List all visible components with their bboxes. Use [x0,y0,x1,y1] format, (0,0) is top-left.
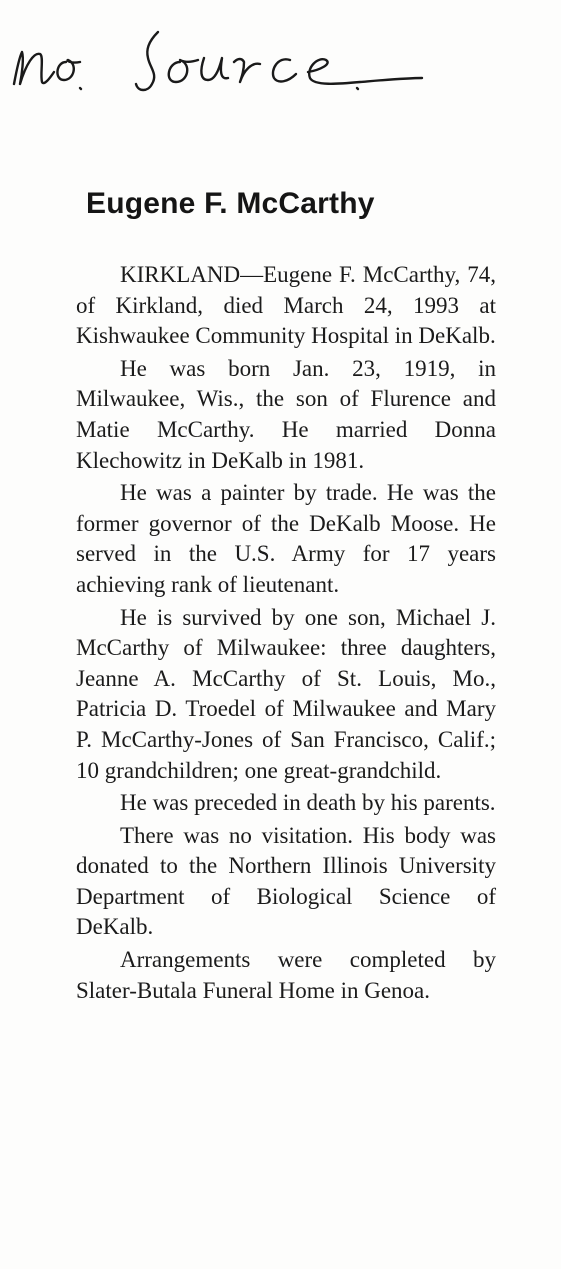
obituary-paragraph: He was a painter by trade. He was the former governor of the DeKalb Moose. He served in the U.S. Army for 17 years achieving rank of lieutenant. [76,480,496,597]
obituary-paragraph: Arrangements were completed by Slater-Butala Funeral Home in Genoa. [76,947,496,1003]
obituary-paragraph: He is survived by one son, Michael J. McCarthy of Milwaukee: three daughters, Jeanne A. McCarthy of St. Louis, Mo., Patricia D. Troedel of Milwaukee and Mary P. McCarthy-Jones of San Francisco, Calif.; 10 grandchildren; one great-grandchild. [76,604,496,783]
obituary-clipping [58,178,498,1006]
obituary-paragraph: KIRKLAND—Eugene F. McCarthy, 74, of Kirkland, died March 24, 1993 at Kishwaukee Community Hospital in DeKalb. [76,262,496,349]
obituary-body [76,260,496,1006]
handwritten-note [8,18,428,98]
handwritten-note-drawing [8,18,428,98]
obituary-paragraph: He was preceded in death by his parents. [120,790,496,816]
obituary-paragraph: There was no visitation. His body was donated to the Northern Illinois University Department of Biological Science of DeKalb. [76,822,496,940]
obituary-headline: Eugene F. McCarthy [86,187,375,220]
obituary-paragraph: He was born Jan. 23, 1919, in Milwaukee, Wis., the son of Flurence and Matie McCarthy. He married Donna Klechowitz in DeKalb in 1981. [76,355,496,473]
